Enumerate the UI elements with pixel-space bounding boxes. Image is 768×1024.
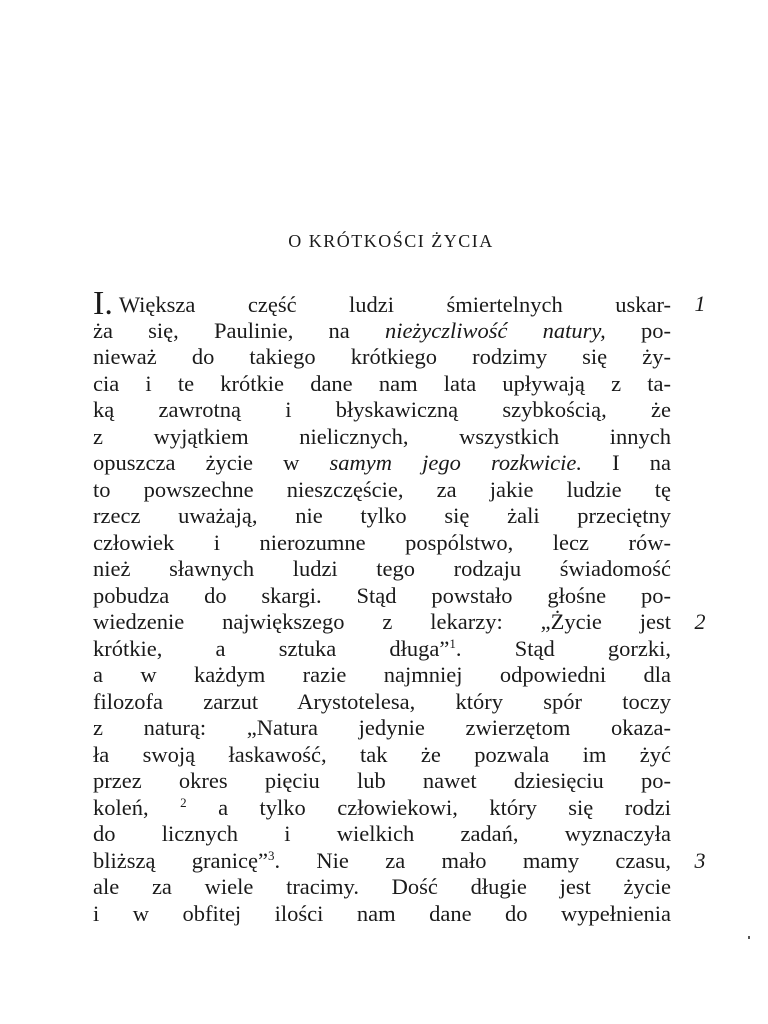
- text-line: [93, 424, 671, 450]
- text-segment: to powszechne nieszczęście, za jakie ludzie tę: [93, 476, 671, 502]
- text-segment: Większa część ludzi śmiertelnych uskar-: [118, 292, 671, 317]
- text-segment: ale za wiele tracimy. Dość długie jest życie: [93, 874, 671, 899]
- text-segment: filozofa zarzut Arystotelesa, który spór toczy: [93, 688, 671, 714]
- text-segment: wiedzenie największego z lekarzy: „Życie jest: [93, 609, 671, 634]
- text-segment: po-: [605, 317, 672, 343]
- text-line: [93, 715, 671, 741]
- text-segment: ża się, Paulinie, na: [93, 317, 385, 343]
- text-line: [93, 450, 671, 476]
- text-segment: opuszcza życie w: [93, 450, 330, 475]
- text-segment: z wyjątkiem nielicznych, wszystkich innych: [93, 423, 671, 449]
- section-number: 3: [694, 847, 706, 873]
- text-segment: z naturą: „Natura jedynie zwierzętom okaza-: [93, 715, 671, 740]
- italic-phrase: nieżyczliwość natury,: [385, 317, 606, 343]
- text-line: [93, 344, 671, 370]
- text-segment: człowiek i nierozumne pospólstwo, lecz rów-: [93, 529, 671, 555]
- text-segment: a w każdym razie najmniej odpowiedni dla: [93, 662, 671, 687]
- text-line: [93, 397, 671, 423]
- text-segment: . Stąd gorzki,: [455, 635, 671, 661]
- text-segment: nieważ do takiego krótkiego rodzimy się ży-: [93, 344, 671, 369]
- text-segment: przez okres pięciu lub nawet dziesięciu po-: [93, 768, 671, 793]
- chapter-number: I.: [93, 285, 113, 322]
- text-line: [93, 874, 671, 900]
- text-segment: i w obfitej ilości nam dane do wypełnienia: [93, 900, 671, 926]
- scan-speck: [748, 936, 750, 939]
- text-line: [93, 795, 671, 821]
- text-line: [93, 318, 671, 344]
- text-segment: pobudza do skargi. Stąd powstało głośne po-: [93, 582, 671, 608]
- footnote-ref: 3: [267, 847, 275, 863]
- text-line: [93, 636, 671, 662]
- text-line: [93, 583, 671, 609]
- text-segment: nież sławnych ludzi tego rodzaju świadomość: [93, 556, 671, 581]
- text-line: [93, 901, 671, 927]
- text-line: [93, 285, 671, 322]
- text-line: [93, 556, 671, 582]
- text-segment: I na: [582, 450, 672, 475]
- text-segment: ła swoją łaskawość, tak że pozwala im żyć: [93, 741, 671, 767]
- text-segment: krótkie, a sztuka długa”: [93, 635, 450, 661]
- italic-phrase: samym jego rozkwicie.: [329, 450, 583, 475]
- text-line: [93, 530, 671, 556]
- footnote-ref: 1: [449, 635, 456, 651]
- section-number: 1: [694, 291, 706, 316]
- text-segment: bliższą granicę”: [93, 847, 268, 873]
- text-segment: . Nie za mało mamy czasu,: [274, 847, 671, 873]
- text-line: [93, 371, 671, 397]
- text-line: [93, 503, 671, 529]
- text-segment: cia i te krótkie dane nam lata upływają z ta-: [93, 370, 671, 396]
- text-segment: koleń,: [93, 794, 181, 820]
- chapter-title-text: O KRÓTKOŚCI ŻYCIA: [288, 231, 494, 251]
- text-line: [93, 609, 671, 635]
- footnote-ref: 2: [180, 794, 187, 810]
- text-line: [93, 662, 671, 688]
- section-number: 2: [694, 609, 706, 634]
- text-line: [93, 821, 671, 847]
- text-line: [93, 477, 671, 503]
- text-segment: a tylko człowiekowi, który się rodzi: [186, 794, 671, 820]
- text-segment: rzecz uważają, nie tylko się żali przeciętny: [93, 503, 671, 528]
- text-line: [93, 768, 671, 794]
- text-line: [93, 848, 671, 874]
- text-segment: do licznych i wielkich zadań, wyznaczyła: [93, 821, 671, 846]
- chapter-title: [0, 231, 768, 252]
- text-line: [93, 689, 671, 715]
- text-line: [93, 742, 671, 768]
- text-segment: ką zawrotną i błyskawiczną szybkością, że: [93, 397, 671, 422]
